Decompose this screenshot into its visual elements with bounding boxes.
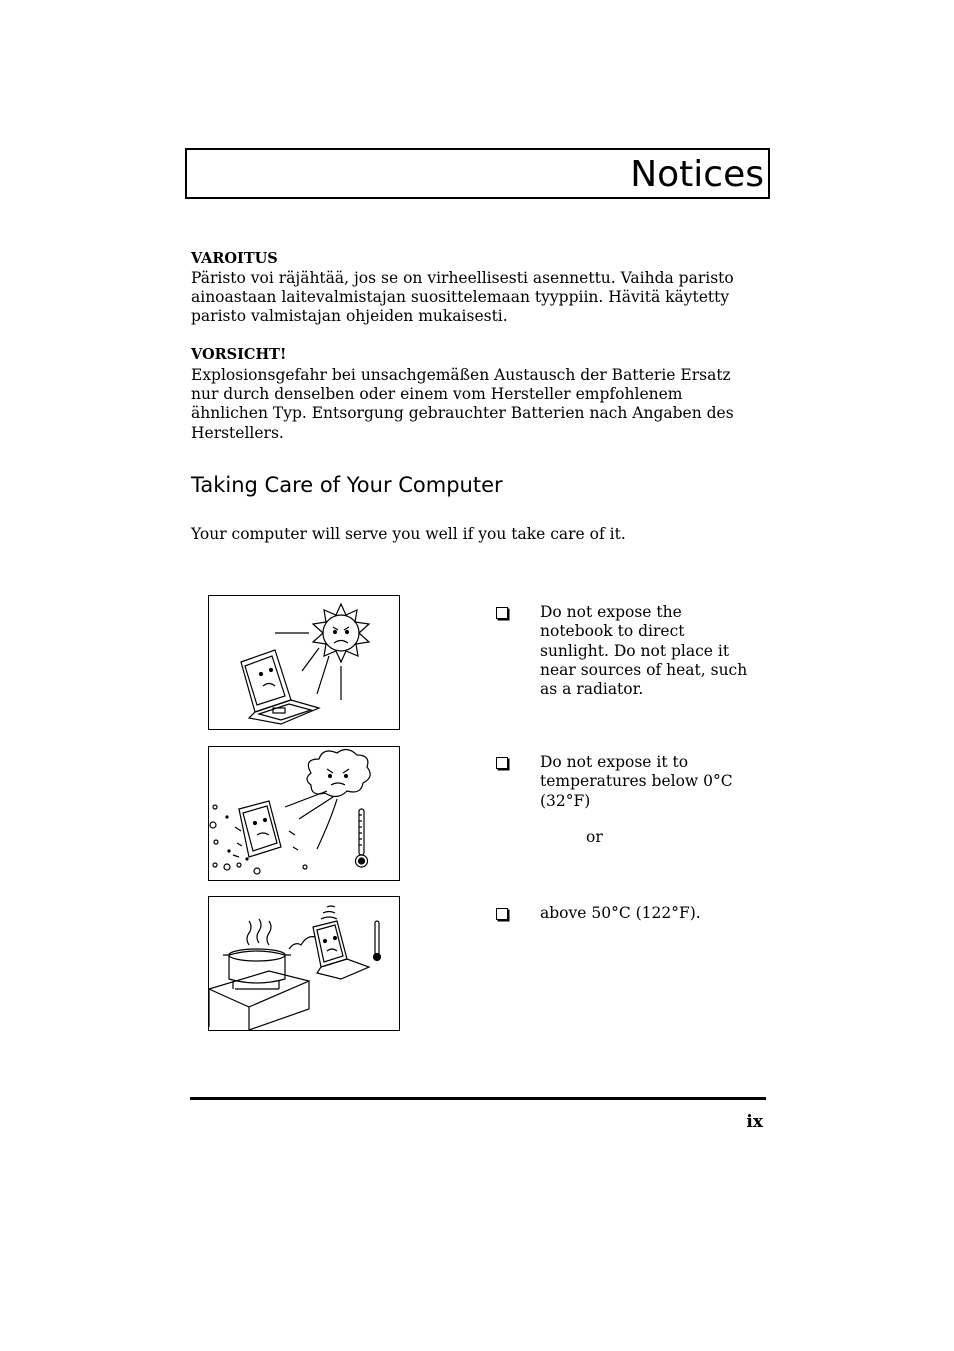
checkbox-icon — [496, 607, 508, 619]
page-title-box — [185, 148, 770, 199]
warning-text-finnish: Päristo voi räjähtää, jos se on virheellisesti asennettu. Vaihda paristo ainoastaan laitevalmistajan suosittelemaan tyyppiin. Hävitä käytetty paristo valmistajan ohjeiden mukaisesti. — [191, 269, 734, 326]
sunlight-illustration — [208, 595, 400, 730]
cold-illustration — [208, 746, 400, 881]
section-intro: Your computer will serve you well if you take care of it. — [191, 525, 626, 543]
section-title: Taking Care of Your Computer — [191, 473, 503, 497]
tip-heat: above 50°C (122°F). — [540, 904, 701, 922]
warning-text-german: Explosionsgefahr bei unsachgemäßen Austausch der Batterie Ersatz nur durch denselben oder einem vom Hersteller empfohlenem ähnlichen Typ. Entsorgung gebrauchter Batterien nach Angaben des Herstellers. — [191, 366, 734, 442]
or-connector: or — [586, 828, 603, 846]
warning-heading-german: VORSICHT! — [191, 346, 287, 363]
checkbox-icon — [496, 757, 508, 769]
heat-illustration — [208, 896, 400, 1031]
tip-sunlight: Do not expose the notebook to direct sunlight. Do not place it near sources of heat, such as a radiator. — [540, 603, 748, 699]
tip-cold: Do not expose it to temperatures below 0°C (32°F) — [540, 753, 733, 810]
checkbox-icon — [496, 908, 508, 920]
page-number: ix — [746, 1112, 763, 1132]
footer-rule — [190, 1097, 766, 1100]
page-title: Notices — [630, 154, 764, 195]
warning-heading-finnish: VAROITUS — [191, 250, 278, 267]
